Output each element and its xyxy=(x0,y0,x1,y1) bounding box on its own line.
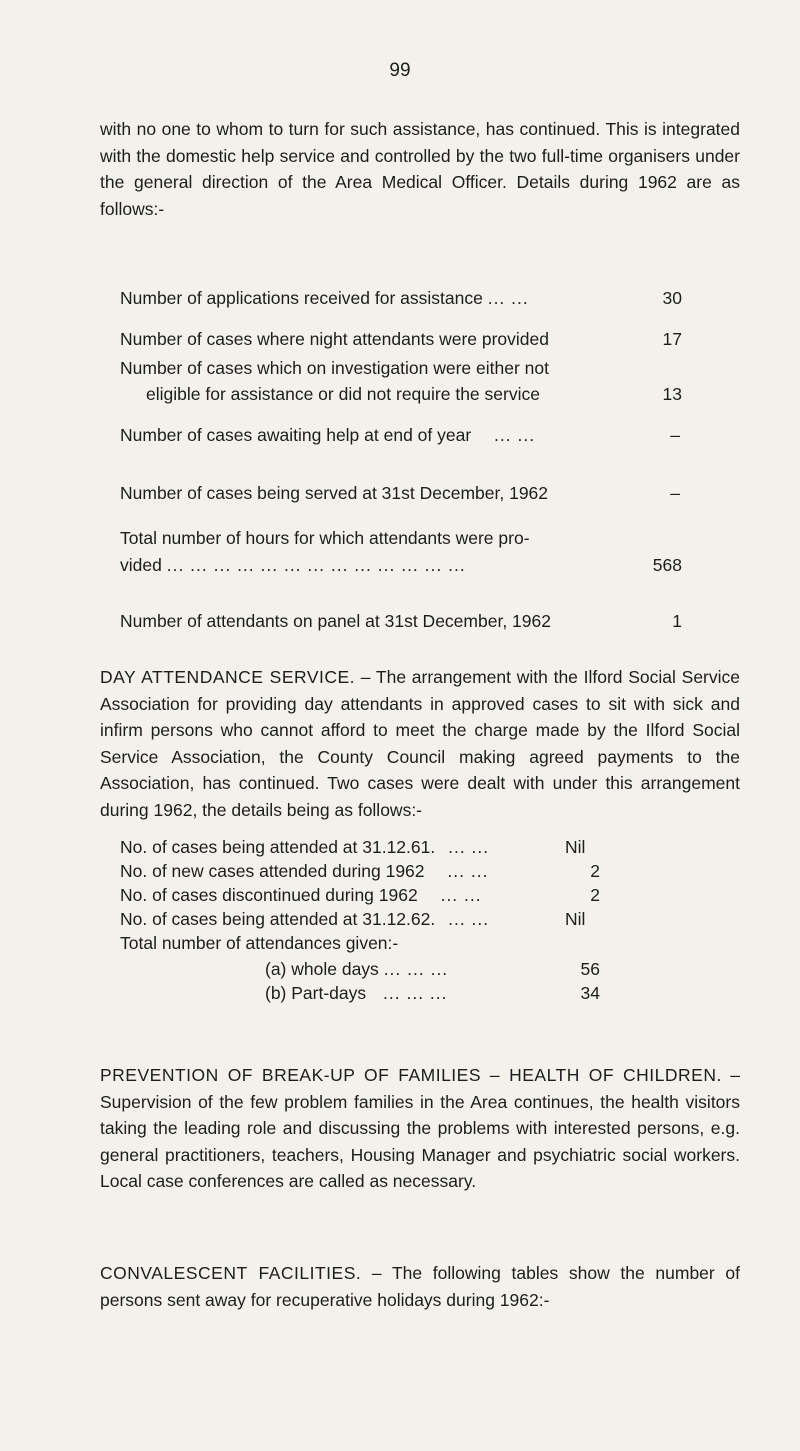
item-value: 2 xyxy=(590,861,600,881)
section-text: – Supervision of the few problem families in the Area continues, the health visitors taking the leading role and discussing the problems with interested persons, e.g. general practitioners, teachers, Housing Manager and psychiatric social workers. Local case conferences are called as necessary. xyxy=(100,1065,740,1191)
item-label: eligible for assistance or did not require the service xyxy=(146,384,540,404)
item-label: No. of new cases attended during 1962 xyxy=(120,861,425,881)
leader-dots: ... ... xyxy=(487,288,529,308)
list-item xyxy=(120,288,529,309)
item-label: (b) Part-days xyxy=(265,983,367,1003)
item-value: Nil xyxy=(565,909,586,929)
item-value: 2 xyxy=(590,885,600,905)
item-label: vided xyxy=(120,555,162,575)
section-text: – The arrangement with the Ilford Social Service Association for providing day attendants in approved cases to sit with sick and infirm persons who cannot afford to meet the charge made by the Ilford Social Service Association, the County Council making agreed payments to the Association, has continued. Two cases were dealt with under this arrangement during 1962, the details being as follows:- xyxy=(100,667,740,820)
item-label: Number of applications received for assistance xyxy=(120,288,483,308)
section-heading: DAY ATTENDANCE SERVICE. xyxy=(100,667,356,687)
section-heading: CONVALESCENT FACILITIES. xyxy=(100,1263,362,1283)
item-value: 56 xyxy=(580,959,600,979)
section-text: – The following tables show the number of persons sent away for recuperative holidays during 1962:- xyxy=(100,1263,740,1310)
item-value: 34 xyxy=(580,983,600,1003)
page-number: 99 xyxy=(389,60,411,81)
section-heading: PREVENTION OF BREAK-UP OF FAMILIES – HEALTH OF CHILDREN. xyxy=(100,1065,722,1085)
leader-dots: ... ... xyxy=(447,861,489,881)
item-value: 13 xyxy=(662,384,682,404)
item-value: 568 xyxy=(652,555,682,575)
item-label: No. of cases being attended at 31.12.61. xyxy=(120,837,436,857)
leader-dots: ... ... xyxy=(440,885,482,905)
item-label: Number of cases where night attendants were provided xyxy=(120,329,549,349)
item-label: (a) whole days xyxy=(265,959,379,979)
intro-paragraph: with no one to whom to turn for such assistance, has continued. This is integrated with the domestic help service and controlled by the two full-time organisers under the general direction of the Area Medical Officer. Details during 1962 are as follows:- xyxy=(100,119,740,219)
item-value: – xyxy=(670,425,680,445)
item-label: No. of cases being attended at 31.12.62. xyxy=(120,909,436,929)
leader-dots: ... ... ... ... ... ... ... ... ... ... ... ... ... xyxy=(166,555,466,575)
item-label: Total number of attendances given:- xyxy=(120,933,399,953)
item-label: Number of cases awaiting help at end of year xyxy=(120,425,472,445)
item-label: No. of cases discontinued during 1962 xyxy=(120,885,418,905)
item-value: 17 xyxy=(662,329,682,349)
item-value: – xyxy=(670,483,680,503)
item-label: Number of attendants on panel at 31st December, 1962 xyxy=(120,611,551,631)
leader-dots: ... ... xyxy=(448,909,490,929)
item-value: 1 xyxy=(672,611,682,631)
item-label: Number of cases being served at 31st December, 1962 xyxy=(120,483,549,503)
leader-dots: ... ... ... xyxy=(383,959,449,979)
item-label: Total number of hours for which attendants were pro- xyxy=(120,528,530,548)
leader-dots: ... ... xyxy=(494,425,536,445)
item-value: Nil xyxy=(565,837,586,857)
leader-dots: ... ... xyxy=(448,837,490,857)
leader-dots: ... ... ... xyxy=(383,983,448,1003)
item-value: 30 xyxy=(662,288,682,308)
item-label: Number of cases which on investigation were either not xyxy=(120,358,549,378)
